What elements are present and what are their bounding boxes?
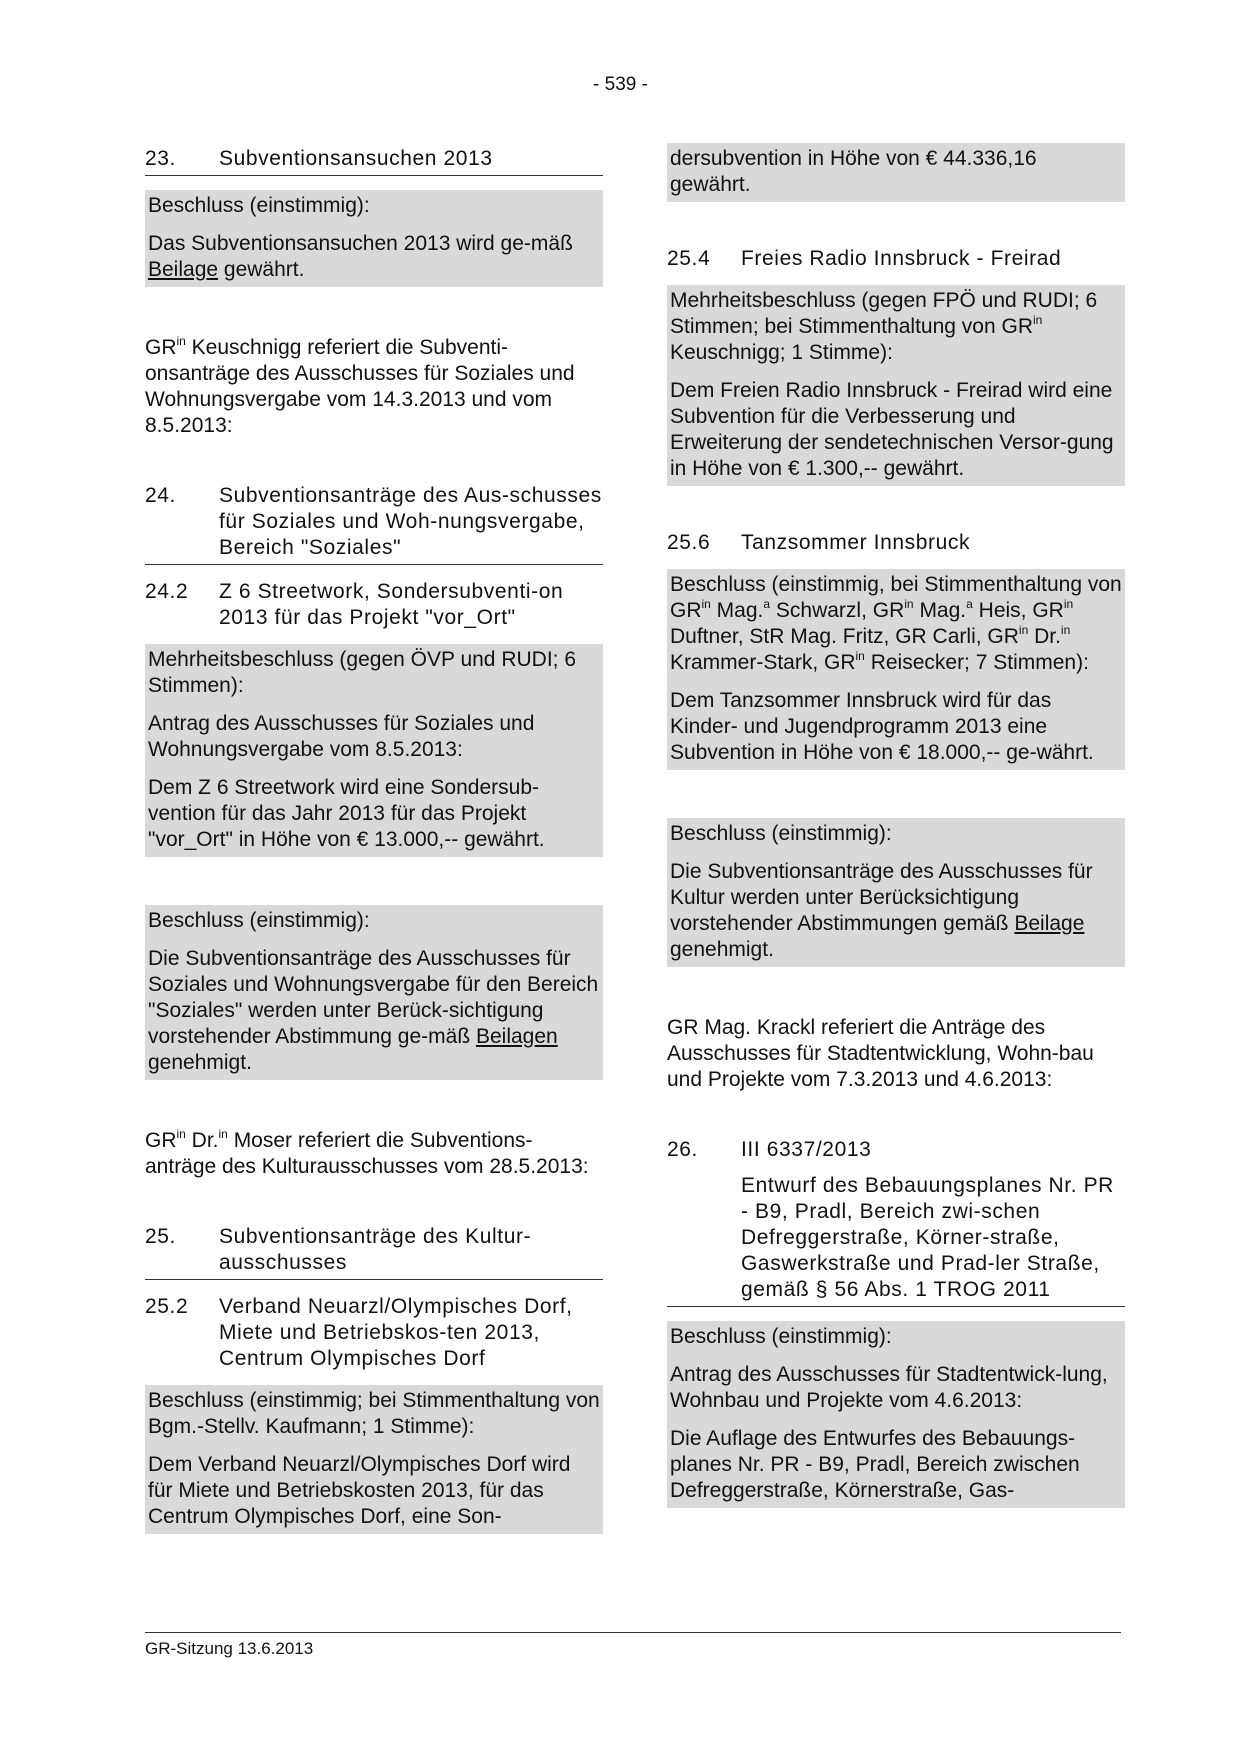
resolution-label: Beschluss (einstimmig):: [670, 822, 892, 845]
resolution-text: Dem Verband Neuarzl/Olympisches Dorf wird für Miete und Betriebskosten 2013, für das Centrum Olympisches Dorf, eine Son-: [148, 1453, 571, 1528]
beilage-link[interactable]: Beilage: [1014, 912, 1085, 935]
resolution-text: Das Subventionsansuchen 2013 wird ge-mäß Beilage gewährt.: [148, 232, 573, 281]
file-reference: III 6337/2013: [741, 1138, 872, 1161]
section-title: Tanzsommer Innsbruck: [741, 531, 971, 554]
right-column: [667, 146, 1125, 1508]
resolution-label: Mehrheitsbeschluss (gegen FPÖ und RUDI; 6 Stimmen; bei Stimmenthaltung von $GR^{in}$ Keuschnigg; 1 Stimme):: [670, 289, 1098, 364]
page-number: - 539 -: [593, 74, 648, 95]
section-number: 25.: [145, 1225, 176, 1248]
intro-paragraph-1: $GR^{in}$ Keuschnigg referiert die Subventi-onsanträge des Ausschusses für Soziales und Wohnungsvergabe vom 14.3.2013 und vom 8.5.2013:: [145, 334, 575, 437]
resolution-box-25-2: [145, 1385, 603, 1534]
section-title: Verband Neuarzl/Olympisches Dorf, Miete und Betriebskos-ten 2013, Centrum Olympisches Dorf: [219, 1295, 573, 1370]
resolution-text: Die Auflage des Entwurfes des Bebauungs-planes Nr. PR - B9, Pradl, Bereich zwischen Defreggerstraße, Körnerstraße, Gas-: [670, 1427, 1080, 1502]
resolution-text: Dem Freien Radio Innsbruck - Freirad wird eine Subvention für die Verbesserung und Erweiterung der sendetechnischen Versor-gung in Höhe von € 1.300,-- gewährt.: [670, 379, 1114, 480]
section-title: Z 6 Streetwork, Sondersubventi-on 2013 für das Projekt "vor_Ort": [219, 580, 564, 629]
resolution-label: Beschluss (einstimmig):: [670, 1325, 892, 1348]
resolution-text: Antrag des Ausschusses für Soziales und Wohnungsvergabe vom 8.5.2013:: [148, 712, 535, 761]
section-number: 24.: [145, 484, 176, 507]
resolution-box-25: [667, 818, 1125, 967]
resolution-text: dersubvention in Höhe von € 44.336,16 gewährt.: [670, 147, 1037, 196]
section-number: 25.2: [145, 1295, 189, 1318]
resolution-text: Dem Z 6 Streetwork wird eine Sondersub-vention für das Jahr 2013 für das Projekt "vor_Ort" in Höhe von € 13.000,-- gewährt.: [148, 776, 545, 851]
resolution-label: Beschluss (einstimmig):: [148, 194, 370, 217]
section-24-2-heading: [145, 579, 603, 634]
page-footer: GR-Sitzung 13.6.2013: [145, 1632, 1121, 1660]
section-25-2-heading: [145, 1294, 603, 1375]
resolution-text: Antrag des Ausschusses für Stadtentwick-lung, Wohnbau und Projekte vom 4.6.2013:: [670, 1363, 1108, 1412]
beilagen-link[interactable]: Beilagen: [475, 1025, 558, 1048]
resolution-box-23: [145, 190, 603, 287]
beilage-link[interactable]: Beilage: [148, 258, 219, 281]
section-number: 26.: [667, 1138, 698, 1161]
section-title: Freies Radio Innsbruck - Freirad: [741, 247, 1062, 270]
section-title: [741, 1137, 1125, 1303]
section-number: 25.4: [667, 247, 711, 270]
left-column: [145, 146, 603, 1534]
continuation-box: [667, 143, 1125, 202]
intro-paragraph-2: $GR^{in}$ Dr.$^{in}$ Moser referiert die Subventions-anträge des Kulturausschusses vom 28.5.2013:: [145, 1127, 589, 1178]
resolution-box-25-6: [667, 569, 1125, 770]
section-25-heading: [145, 1224, 603, 1280]
resolution-box-26: [667, 1321, 1125, 1508]
resolution-label: Mehrheitsbeschluss (gegen ÖVP und RUDI; 6 Stimmen):: [148, 648, 576, 697]
section-25-4-heading: [667, 246, 1125, 275]
section-title: Subventionsanträge des Aus-schusses für Soziales und Woh-nungsvergabe, Bereich "Soziales": [219, 484, 602, 559]
section-number: 25.6: [667, 531, 711, 554]
resolution-box-24: [145, 905, 603, 1080]
intro-paragraph-3: GR Mag. Krackl referiert die Anträge des Ausschusses für Stadtentwicklung, Wohn-bau und Projekte vom 7.3.2013 und 4.6.2013:: [667, 1016, 1094, 1091]
resolution-text: Die Subventionsanträge des Ausschusses für Kultur werden unter Berücksichtigung vorstehender Abstimmungen gemäß Beilage genehmigt.: [670, 860, 1093, 961]
resolution-box-25-4: [667, 285, 1125, 486]
resolution-label: Beschluss (einstimmig; bei Stimmenthaltung von Bgm.-Stellv. Kaufmann; 1 Stimme):: [148, 1389, 600, 1438]
section-25-6-heading: [667, 530, 1125, 559]
section-23-heading: [145, 146, 603, 176]
resolution-label: Beschluss (einstimmig, bei Stimmenthaltung von $GR^{in}$ Mag.$^a$ Schwarzl, $GR^{in}$ Mag.$^a$ Heis, $GR^{in}$ Duftner, StR Mag. Fritz, GR Carli, $GR^{in}$ Dr.$^{in}$ Krammer-Stark, $GR^{in}$ Reisecker; 7 Stimmen):: [670, 573, 1122, 674]
section-title: Subventionsansuchen 2013: [219, 147, 493, 170]
section-number: 24.2: [145, 580, 189, 603]
resolution-label: Beschluss (einstimmig):: [148, 909, 370, 932]
section-26-heading: [667, 1137, 1125, 1307]
section-24-heading: [145, 483, 603, 565]
resolution-box-24-2: [145, 644, 603, 857]
section-title: Subventionsanträge des Kultur-ausschusses: [219, 1225, 532, 1274]
section-title-text: Entwurf des Bebauungsplanes Nr. PR - B9, Pradl, Bereich zwi-schen Defreggerstraße, Körner-straße, Gaswerkstraße und Prad-ler Straße, gemäß § 56 Abs. 1 TROG 2011: [741, 1174, 1114, 1301]
section-number: 23.: [145, 147, 176, 170]
resolution-text: Die Subventionsanträge des Ausschusses für Soziales und Wohnungsvergabe für den Bereich "Soziales" werden unter Berück-sichtigung vorstehender Abstimmung ge-mäß Beilagen genehmigt.: [148, 947, 599, 1074]
resolution-text: Dem Tanzsommer Innsbruck wird für das Kinder- und Jugendprogramm 2013 eine Subvention in Höhe von € 18.000,-- ge-währt.: [670, 689, 1094, 764]
